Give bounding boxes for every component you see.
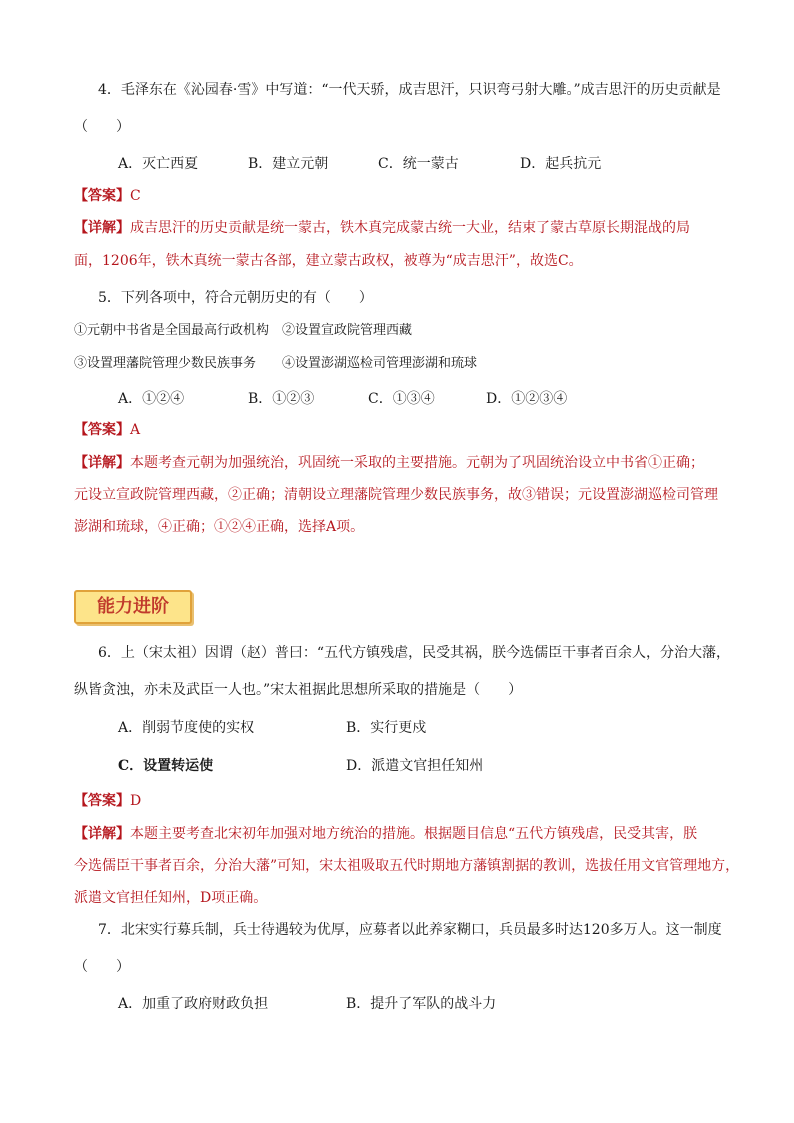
q6-detail-line3: 派遣文官担任知州，D项正确。 bbox=[74, 890, 268, 906]
q5-option-a: A．①②④ bbox=[118, 391, 185, 407]
q6-detail-line1 bbox=[74, 824, 697, 844]
q6-stem-line2: 纵皆贪浊，亦未及武臣一人也。”宋太祖据此思想所采取的措施是（ ） bbox=[74, 682, 523, 698]
answer-label: 【答案】 bbox=[74, 188, 130, 204]
q6-detail-line2: 今选儒臣干事者百余，分治大藩”可知，宋太祖吸取五代时期地方藩镇割据的教训，选拔任用文官管理地方， bbox=[74, 858, 740, 874]
q4-option-a: A．灭亡西夏 bbox=[118, 156, 199, 172]
q5-option-c: C．①③④ bbox=[368, 391, 435, 407]
q5-option-b: B．①②③ bbox=[248, 391, 315, 407]
answer-value: A bbox=[130, 422, 141, 438]
q4-option-b: B．建立元朝 bbox=[248, 156, 329, 172]
q6-answer bbox=[74, 791, 141, 811]
q7-bracket: （ ） bbox=[74, 959, 130, 975]
q4-stem: 4．毛泽东在《沁园春·雪》中写道：“一代天骄，成吉思汗，只识弯弓射大雕。”成吉思汗的历史贡献是 bbox=[98, 82, 721, 98]
q5-answer bbox=[74, 420, 140, 440]
q5-option-d: D．①②③④ bbox=[486, 391, 568, 407]
q5-detail-line3: 澎湖和琉球，④正确；①②④正确，选择A项。 bbox=[74, 519, 365, 535]
detail-label: 【详解】 bbox=[74, 826, 130, 842]
q7-option-a: A．加重了政府财政负担 bbox=[118, 996, 269, 1012]
q4-detail-line1 bbox=[74, 218, 690, 238]
detail-text: 本题主要考查北宋初年加强对地方统治的措施。根据题目信息“五代方镇残虐，民受其害，朕 bbox=[130, 826, 698, 842]
section-title: 能力进阶 bbox=[97, 596, 169, 617]
q6-option-b: B．实行更戍 bbox=[346, 720, 427, 736]
q4-option-c: C．统一蒙古 bbox=[378, 156, 459, 172]
q4-bracket: （ ） bbox=[74, 119, 130, 135]
detail-text: 成吉思汗的历史贡献是统一蒙古，铁木真完成蒙古统一大业，结束了蒙古草原长期混战的局 bbox=[130, 220, 690, 236]
detail-label: 【详解】 bbox=[74, 220, 130, 236]
q5-detail-line1 bbox=[74, 453, 704, 473]
answer-value: C bbox=[130, 188, 141, 204]
q7-option-b: B．提升了军队的战斗力 bbox=[346, 996, 497, 1012]
answer-value: D bbox=[130, 793, 142, 809]
section-header bbox=[74, 584, 190, 624]
q6-option-c: C．设置转运使 bbox=[118, 758, 214, 774]
detail-label: 【详解】 bbox=[74, 455, 130, 471]
q5-detail-line2: 元设立宣政院管理西藏，②正确；清朝设立理藩院管理少数民族事务，故③错误；元设置澎湖巡检司管理 bbox=[74, 487, 718, 503]
q5-items-line1: ①元朝中书省是全国最高行政机构 ②设置宣政院管理西藏 bbox=[74, 323, 413, 338]
answer-label: 【答案】 bbox=[74, 422, 130, 438]
q5-stem: 5．下列各项中，符合元朝历史的有（ ） bbox=[98, 290, 373, 306]
detail-text: 本题考查元朝为加强统治，巩固统一采取的主要措施。元朝为了巩固统治设立中书省①正确； bbox=[130, 455, 704, 471]
q6-stem-line1: 6．上（宋太祖）因谓（赵）普曰：“五代方镇残虐，民受其祸，朕今选儒臣干事者百余人，分治大藩， bbox=[98, 645, 731, 661]
q4-answer bbox=[74, 186, 141, 206]
q6-option-d: D．派遣文官担任知州 bbox=[346, 758, 484, 774]
q6-option-a: A．削弱节度使的实权 bbox=[118, 720, 255, 736]
q4-option-d: D．起兵抗元 bbox=[520, 156, 602, 172]
q4-detail-line2: 面，1206年，铁木真统一蒙古各部，建立蒙古政权，被尊为“成吉思汗”，故选C。 bbox=[74, 253, 583, 269]
q5-items-line2: ③设置理藩院管理少数民族事务 ④设置澎湖巡检司管理澎湖和琉球 bbox=[74, 356, 478, 371]
q7-stem: 7．北宋实行募兵制，兵士待遇较为优厚，应募者以此养家糊口，兵员最多时达120多万人。这一制度 bbox=[98, 922, 722, 938]
answer-label: 【答案】 bbox=[74, 793, 130, 809]
